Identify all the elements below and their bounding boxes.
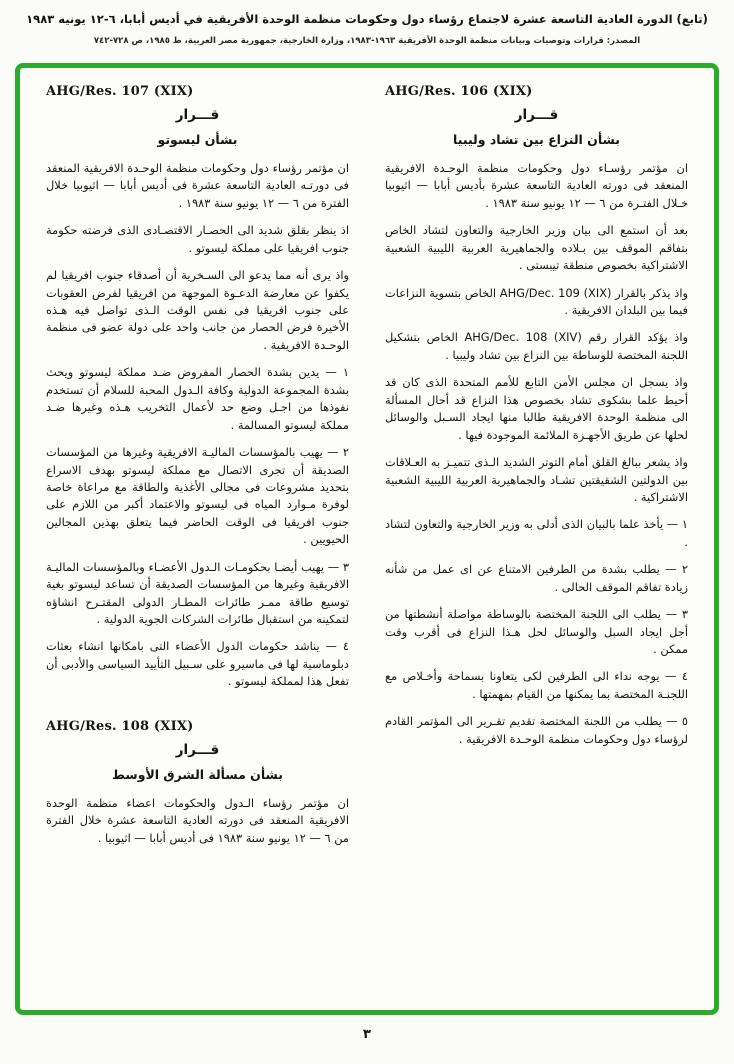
two-column-layout bbox=[46, 82, 688, 996]
resolution-title: قـــرار bbox=[175, 106, 220, 123]
column-left bbox=[46, 82, 349, 996]
paragraph: ٣ — يهيب أيضـا بحكومـات الـدول الأعضـاء وبالمؤسسات الماليـة الافريقية وغيرها من المؤسسات الصديقة أن تساعد ليسوتو بغية توسيع طاقة ممـر طائرات المطـار الدولى المقتـرح انشاؤه لتمكينه من استقبال طائرات الشركات الجوية الدولية . bbox=[46, 559, 349, 627]
paragraph: ٤ — يوجه نداء الى الطرفين لكى يتعاونا بسماحة وأخـلاص مع اللجنـة المختصة بما يمكنها من القيام بمهمتها . bbox=[385, 669, 688, 701]
column-right bbox=[385, 82, 688, 996]
paragraph: ٥ — يطلب من اللجنة المختصة تقديم تقـرير الى المؤتمر القادم لرؤساء دول وحكومات منظمة الوحـدة الافريقية . bbox=[385, 714, 688, 746]
resolution-106-section bbox=[385, 84, 688, 748]
paragraph: ٢ — يهيب بالمؤسسات الماليـة الافريقية وغيرها من المؤسسات الصديقة أن تجرى الاتصال مع مملكة ليسوتو بهدف الاسراع بتحديد مشروعات فى مجالى الأغذية والطاقة مع مراعاة خاصة لوفرة مـوارد المياه فى ليسوتو والاعتماد أكبر من اللازم على جنوب افريقيا فى الوقت الحاضر فيما يتعلق بهذين المجالين الحيويين . bbox=[46, 445, 349, 547]
paragraph: ٢ — يطلب بشدة من الطرفين الامتناع عن اى عمل من شأنه زيادة تفاقم الموقف الحالى . bbox=[385, 562, 688, 594]
paragraph: واذ يرى أنه مما يدعو الى السـخرية أن أصدقاء جنوب افريقيا لم يكفوا عن معارضة الدعـوة الموجهة من افريقيا لفرض العقوبات على جنوب افريقيا فى نفس الوقت الـذى تواصل فيه هـذه الأخيرة فرض الحصار من جانب واحد على دولة عضو فى منظمة الوحـدة الافريقية . bbox=[46, 268, 349, 352]
paragraph: ١ — يأخذ علما بالبيان الذى أدلى به وزير الخارجية والتعاون لتشاد . bbox=[385, 517, 688, 549]
resolution-108-section bbox=[46, 719, 349, 847]
paragraph: بعد أن استمع الى بيان وزير الخارجية والتعاون لتشاد الخاص بتفاقم الموقف بين بـلاده والجماهيرية العربية الليبية الشعبية الاشتراكية بخصوص منطقة تيبستى . bbox=[385, 223, 688, 273]
header-source-line: المصدر: قرارات وتوصيات وبيانات منظمة الوحدة الأفريقية ١٩٦٣-١٩٨٣، وزارة الخارجية، جمهورية مصر العربية، ط ١٩٨٥، ص ٧٢٨-٧٤٢ bbox=[93, 35, 641, 46]
paragraph: واذ يسجل ان مجلس الأمن التابع للأمم المتحدة الذى كان قد أحيط علما بشكوى تشاد بخصوص هذا النزاع قد أحال المسألة الى منظمة الوحدة الافريقية طالبا منها ايجاد السـبل والوسائل لحلها عن طريق الأجهـزة الملائمة الموجودة فيها . bbox=[385, 375, 688, 442]
resolution-subtitle: بشأن ليسوتو bbox=[157, 131, 238, 147]
paragraph: واذ يؤكد القرار رقم AHG/Dec. 108 (XIV) الخاص بتشكيل اللجنة المختصة للوساطة بين النزاع بين تشاد وليبيا . bbox=[385, 330, 688, 362]
resolution-107-section bbox=[46, 84, 349, 691]
resolution-number: AHG/Res. 108 (XIX) bbox=[46, 718, 194, 734]
paragraph: ١ — يدين بشدة الحصار المفروض ضـد مملكة ليسوتو ويحث بشدة المجموعة الدولية وكافة الـدول المحبة للسلام أن تستخدم نفوذها من اجـل وضع حد لأعمال التخريب هـذه وغيرها ضـد مملكة ليسوتو المسالمة . bbox=[46, 365, 349, 432]
paragraph: ٤ — يناشد حكومات الدول الأعضاء التى بامكانها انشاء بعثات دبلوماسية لها فى ماسيرو على سـبيل التأييد السياسى والأدبى أن تفعل هذا لمملكة ليسوتو . bbox=[46, 639, 349, 689]
resolution-title: قـــرار bbox=[514, 106, 559, 123]
resolution-title: قـــرار bbox=[175, 741, 220, 758]
paragraph: اذ ينظر بقلق شديد الى الحصـار الاقتصـادى الذى فرضته حكومة جنوب افريقيا على مملكة ليسوتو . bbox=[46, 223, 349, 255]
page-number: ٣ bbox=[363, 1026, 371, 1042]
paragraph: ٣ — يطلب الى اللجنة المختصة بالوساطة مواصلة أنشطتها من أجل ايجاد السبل والوسائل لحل هـذا النزاع فى أقرب وقت ممكن . bbox=[385, 607, 688, 657]
paragraph: ان مؤتمر رؤساء دول وحكومات منظمة الوحـدة الافريقية المنعقد فى دورتـه العادية التاسعة عشرة فى أديس أبابا — اثيوبيا خلال الفترة من ٦ — ١٢ يونيو سنة ١٩٨٣ . bbox=[46, 160, 349, 210]
header-title: (تابع) الدورة العادية التاسعة عشرة لاجتماع رؤساء دول وحكومات منظمة الوحدة الأفريقية في أديس أبابا، ٦-١٢ يونيه ١٩٨٣ bbox=[26, 12, 708, 26]
resolution-subtitle: بشأن النزاع بين تشاد وليبيا bbox=[453, 131, 620, 147]
paragraph: ان مؤتمر رؤسـاء دول وحكومات منظمة الوحـدة الافريقية المنعقد فى دورته العادية التاسعة عشرة بأديس أبابا — اثيوبيا خـلال الفتـرة من ٦ — ١٢ يونيو سنة ١٩٨٣ . bbox=[385, 160, 688, 210]
green-border-frame bbox=[15, 63, 719, 1015]
resolution-number: AHG/Res. 107 (XIX) bbox=[46, 83, 194, 99]
paragraph: ان مؤتمر رؤساء الـدول والحكومات اعضاء منظمة الوحدة الافريقية المنعقد فى دورته العادية التاسعة عشرة خلال الفترة من ٦ — ١٢ يونيو سنة ١٩٨٣ فى أديس أبابا — اثيوبيا . bbox=[46, 795, 349, 845]
resolution-number: AHG/Res. 106 (XIX) bbox=[385, 83, 533, 99]
page-header bbox=[0, 12, 734, 47]
resolution-subtitle: بشأن مسألة الشرق الأوسط bbox=[112, 766, 283, 782]
paragraph: واذ يذكر بالقرار AHG/Dec. 109 (XIX) الخاص بتسوية النزاعات فيما بين البلدان الافريقية . bbox=[385, 285, 688, 318]
paragraph: واذ يشعر ببالغ القلق أمام التوتر الشديد الـذى تتميـز به العـلاقات بين الدولتين الشقيقتين تشـاد والجماهيرية العربية الليبية الشعبية الاشتراكية . bbox=[385, 455, 688, 504]
